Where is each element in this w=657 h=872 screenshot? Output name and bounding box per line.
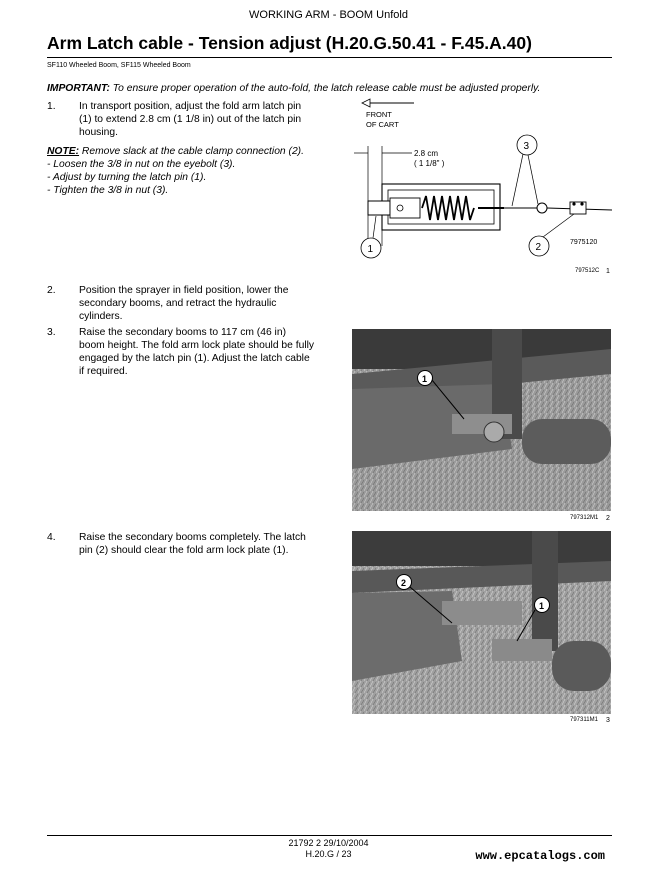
step-line: Raise the secondary booms to 117 cm (46 in) xyxy=(79,327,286,338)
step-line: boom height. The fold arm lock plate should be fully xyxy=(79,340,315,351)
callout-3-label: 3 xyxy=(523,141,530,152)
step-line: (1) to extend 2.8 cm (1 1/8 in) out of the latch pin xyxy=(79,114,302,125)
vertical-post xyxy=(532,531,558,651)
eyebolt xyxy=(537,203,547,213)
callout-2-label: 2 xyxy=(401,578,407,588)
latch-pin-photo xyxy=(484,422,504,442)
photo-latch-engaged xyxy=(352,329,611,511)
hydraulic-cylinder xyxy=(552,641,611,691)
figure-2-photo xyxy=(352,329,611,511)
shadow-area xyxy=(352,531,611,566)
callout-1-label: 1 xyxy=(367,244,374,255)
step-line: secondary booms, and retract the hydraulic xyxy=(79,298,277,309)
latch-pin xyxy=(368,201,390,215)
cable-clamp xyxy=(570,202,586,214)
leader-line xyxy=(528,155,538,204)
step-line: pin (2) should clear the fold arm lock plate (1). xyxy=(79,545,289,556)
applicable-models: SF110 Wheeled Boom, SF115 Wheeled Boom xyxy=(47,62,191,69)
clamp-nut xyxy=(580,202,583,205)
figure-2-id: 797312M1 xyxy=(570,515,599,521)
step-line: housing. xyxy=(79,127,118,138)
step-line: if required. xyxy=(79,366,128,377)
callout-2-label: 2 xyxy=(535,242,542,253)
important-text: To ensure proper operation of the auto-fold, the latch release cable must be adjusted properly. xyxy=(109,83,541,94)
front-label-2: OF CART xyxy=(366,120,399,129)
note-lead: Remove slack at the cable clamp connection (2). xyxy=(79,146,304,157)
footer-docref: 21792 2 29/10/2004 xyxy=(288,838,369,848)
website-link[interactable]: www.epcatalogs.com xyxy=(475,849,605,863)
hydraulic-cylinder xyxy=(522,419,611,464)
footer-page: H.20.G / 23 xyxy=(305,849,352,859)
lock-plate xyxy=(492,639,552,661)
dimension-value-in: ( 1 1/8" ) xyxy=(414,159,445,168)
step-line: Position the sprayer in field position, lower the xyxy=(79,285,289,296)
note-block xyxy=(47,145,304,197)
figure-1-id: 797512C xyxy=(575,268,600,274)
step-number: 1. xyxy=(47,101,56,112)
callout-1-label: 1 xyxy=(422,374,428,384)
step-line: Raise the secondary booms completely. The latch xyxy=(79,532,306,543)
leader-line xyxy=(512,154,523,206)
step-number: 3. xyxy=(47,327,56,338)
step-line: engaged by the latch pin (1). Adjust the latch cable xyxy=(79,353,310,364)
clamp-nut xyxy=(572,202,575,205)
front-arrow-head xyxy=(362,99,370,107)
latch-diagram xyxy=(352,96,614,266)
footer-rule xyxy=(47,835,612,836)
running-header: WORKING ARM - BOOM Unfold xyxy=(249,9,408,21)
note-item: - Loosen the 3/8 in nut on the eyebolt (3). xyxy=(47,159,236,170)
callout-1-label: 1 xyxy=(539,601,545,611)
step-line: cylinders. xyxy=(79,311,123,322)
important-notice xyxy=(47,83,622,94)
leader-line xyxy=(543,214,574,237)
latch-housing-photo xyxy=(442,601,522,625)
figure-3-photo xyxy=(352,531,611,714)
figure-1-number: 1 xyxy=(606,268,610,275)
step-number: 2. xyxy=(47,285,56,296)
step-number: 4. xyxy=(47,532,56,543)
figure-inner-id: 7975120 xyxy=(570,239,598,246)
figure-1-diagram xyxy=(352,96,614,266)
front-label-1: FRONT xyxy=(366,110,392,119)
figure-2-number: 2 xyxy=(606,515,610,522)
figure-3-id: 797311M1 xyxy=(570,717,598,723)
note-item: - Adjust by turning the latch pin (1). xyxy=(47,172,207,183)
step-line: In transport position, adjust the fold arm latch pin xyxy=(79,101,302,112)
note-item: - Tighten the 3/8 in nut (3). xyxy=(47,185,169,196)
photo-latch-released xyxy=(352,531,611,714)
pin-collar xyxy=(390,198,420,218)
dimension-value: 2.8 cm xyxy=(414,149,439,158)
figure-3-number: 3 xyxy=(606,717,610,724)
note-label: NOTE: xyxy=(47,146,80,157)
page-title: Arm Latch cable - Tension adjust (H.20.G.50.41 - F.45.A.40) xyxy=(47,33,532,53)
title-rule xyxy=(47,57,612,58)
leader-line xyxy=(373,216,376,238)
important-label: IMPORTANT: xyxy=(47,83,110,94)
